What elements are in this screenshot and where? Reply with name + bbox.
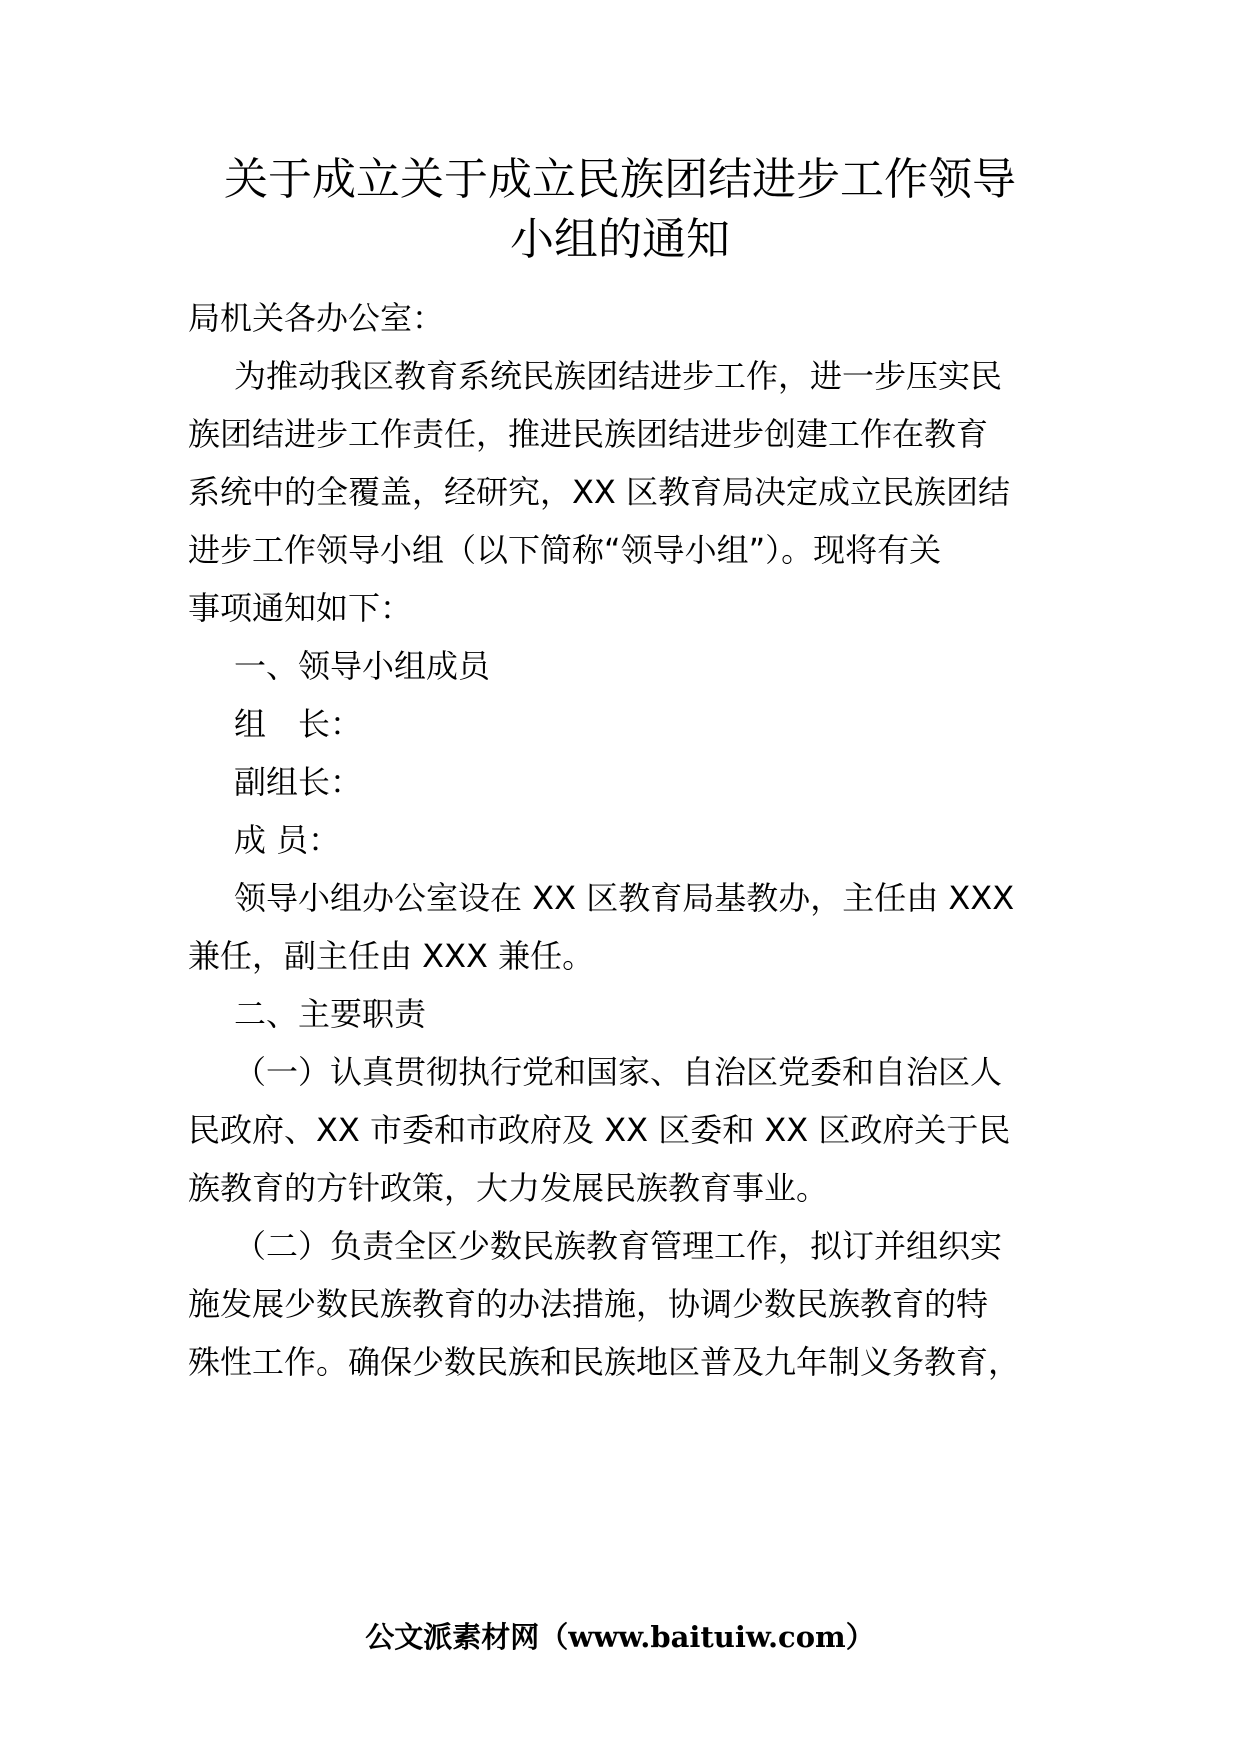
body-line: 族教育的方针政策，大力发展民族教育事业。 [188,1169,829,1207]
body-line: 族团结进步工作责任，推进民族团结进步创建工作在教育 [188,415,989,453]
salutation: 局机关各办公室： [188,299,445,337]
document-title-line-1: 关于成立关于成立民族团结进步工作领导 [224,154,1016,205]
document-title-line-2: 小组的通知 [510,214,730,265]
body-line: （一）认真贯彻执行党和国家、自治区党委和自治区人 [234,1053,1003,1091]
body-line: 进步工作领导小组（以下简称“领导小组”）。现将有关 [188,531,942,569]
deputy-leader-field: 副组长： [234,763,363,801]
section-heading-2: 二、主要职责 [234,995,427,1033]
leader-field: 组 长： [234,705,363,743]
body-line: 殊性工作。确保少数民族和民族地区普及九年制义务教育， [188,1343,1021,1381]
body-line: 领导小组办公室设在 XX 区教育局基教办，主任由 XXX [234,879,1015,917]
body-line: 为推动我区教育系统民族团结进步工作，进一步压实民 [234,357,1003,395]
members-field: 成 员： [234,821,341,859]
body-line: 兼任，副主任由 XXX 兼任。 [188,937,595,975]
body-line: 施发展少数民族教育的办法措施，协调少数民族教育的特 [188,1285,989,1323]
section-heading-1: 一、领导小组成员 [234,647,491,685]
footer-watermark: 公文派素材网（www.baituiw.com） [365,1620,875,1654]
body-line: （二）负责全区少数民族教育管理工作，拟订并组织实 [234,1227,1003,1265]
body-line: 事项通知如下： [188,589,413,627]
body-line: 民政府、XX 市委和市政府及 XX 区委和 XX 区政府关于民 [188,1111,1011,1149]
body-line: 系统中的全覆盖，经研究，XX 区教育局决定成立民族团结 [188,473,1011,511]
